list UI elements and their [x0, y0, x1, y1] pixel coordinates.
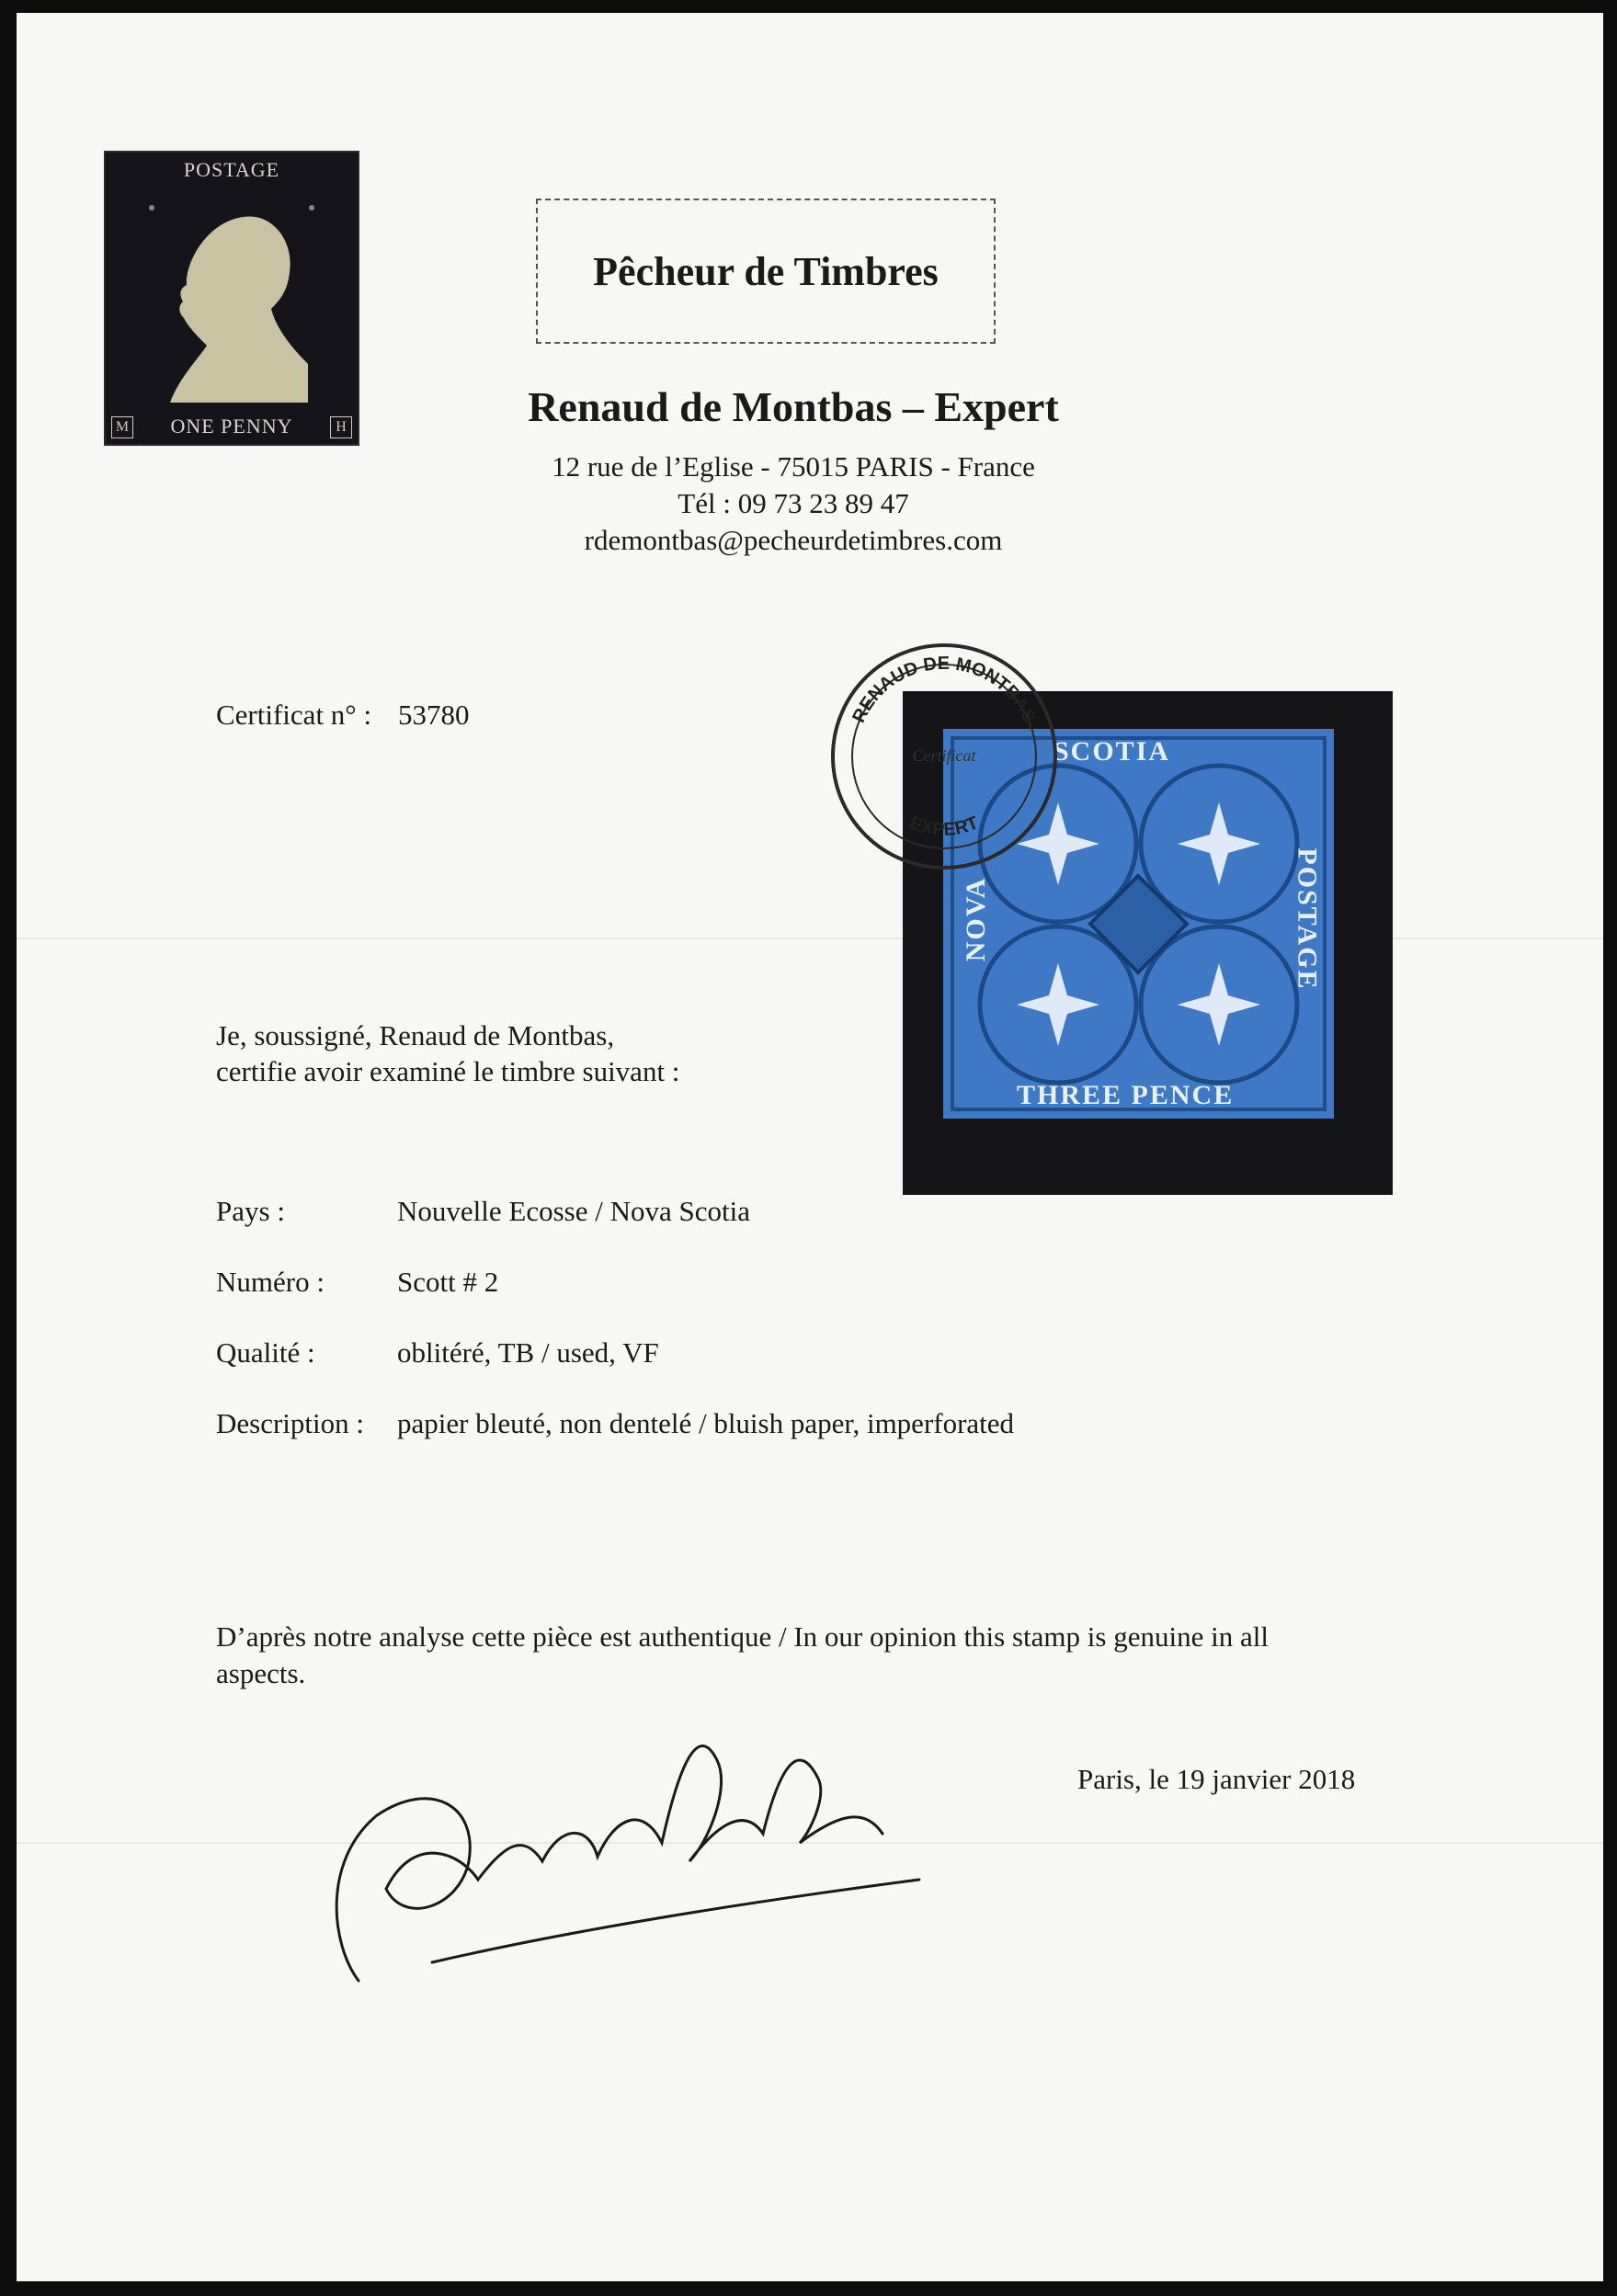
logo-box: [536, 199, 996, 344]
field-value-number: Scott # 2: [397, 1266, 499, 1298]
phone-line: Tél : 09 73 23 89 47: [678, 487, 909, 519]
opinion-line-2: aspects.: [216, 1657, 306, 1689]
stamp-top-text: SCOTIA: [1053, 736, 1171, 767]
stamp-right-text: POSTAGE: [1292, 847, 1323, 991]
place-date: Paris, le 19 janvier 2018: [1077, 1763, 1356, 1795]
address-line: 12 rue de l’Eglise - 75015 PARIS - France: [552, 450, 1035, 483]
field-value-country: Nouvelle Ecosse / Nova Scotia: [397, 1195, 750, 1227]
handstamp-text-icon: [831, 643, 1057, 870]
declaration-line-2: certifie avoir examiné le timbre suivant :: [216, 1055, 680, 1087]
penny-black-top-text: POSTAGE: [183, 158, 280, 181]
field-label-number: Numéro :: [216, 1266, 325, 1298]
field-label-quality: Qualité :: [216, 1336, 315, 1369]
email-line: rdemontbas@pecheurdetimbres.com: [584, 524, 1003, 556]
handwritten-signature: [322, 1705, 965, 1999]
logo-text: Pêcheur de Timbres: [593, 248, 939, 294]
penny-black-corner-left: M: [111, 416, 133, 438]
certificate-number-value: 53780: [398, 699, 470, 731]
stamp-bottom-text: THREE PENCE: [1017, 1080, 1235, 1110]
declaration-line-1: Je, soussigné, Renaud de Montbas,: [216, 1019, 615, 1051]
certificate-number-label: Certificat n° :: [216, 699, 372, 731]
field-value-quality: oblitéré, TB / used, VF: [397, 1336, 659, 1369]
field-value-description: papier bleuté, non dentelé / bluish paper, imperforated: [397, 1407, 1015, 1439]
penny-black-corner-right: H: [330, 416, 352, 438]
queen-profile-icon: [133, 189, 330, 403]
svg-text:RENAUD DE MONTBAS: RENAUD DE MONTBAS: [848, 653, 1040, 726]
stamp-left-text: NOVA: [961, 876, 992, 962]
penny-black-bottom-text: ONE PENNY: [170, 415, 293, 438]
svg-text:EXPERT: EXPERT: [906, 813, 982, 840]
field-label-description: Description :: [216, 1407, 364, 1439]
field-label-country: Pays :: [216, 1195, 285, 1227]
opinion-line-1: D’après notre analyse cette pièce est authentique / In our opinion this stamp is genuine in all: [216, 1620, 1269, 1653]
expert-name: Renaud de Montbas – Expert: [528, 383, 1059, 430]
svg-text:Certificat: Certificat: [912, 746, 976, 765]
